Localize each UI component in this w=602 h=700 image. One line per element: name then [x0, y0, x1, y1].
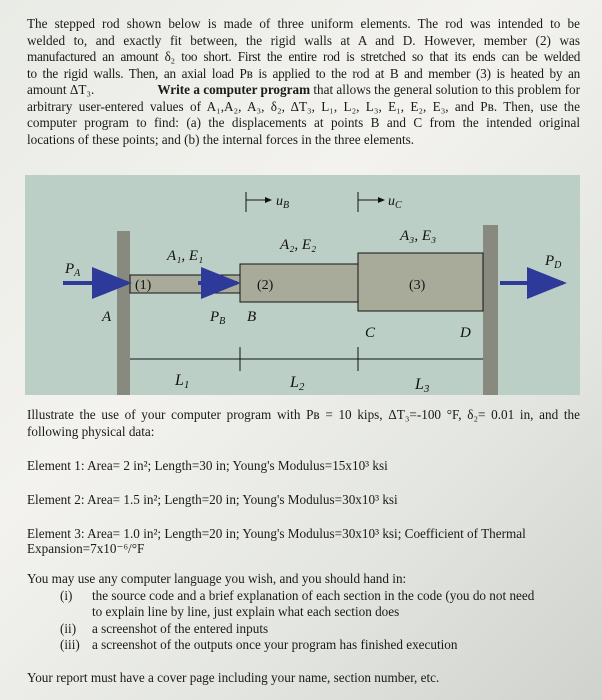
- handin-num: (ii): [60, 621, 77, 636]
- handin-intro: You may use any computer language you wish, and you should hand in:: [27, 571, 407, 586]
- illustrate-line: Illustrate the use of your computer program with Pʙ = 10 kips, ΔT₃=-100 °F, δ₂= 0.01 in, and the: [27, 407, 580, 422]
- handin-item: a screenshot of the outputs once your program has finished execution: [92, 637, 458, 652]
- intro-emphasis: Write a computer program: [157, 82, 311, 97]
- handin-item-cont: to explain line by line, just explain what each section does: [92, 604, 400, 619]
- pa-label: $P_A$: [65, 261, 81, 279]
- illustrate-line: following physical data:: [27, 424, 155, 439]
- intro-line: to the rigid walls. Then, an axial load Pʙ is applied to the rod at B and member (3) is heated by an: [27, 66, 580, 81]
- l1-label: L1: [175, 372, 190, 391]
- stepped-rod-diagram: [25, 175, 580, 395]
- element-1-label: (1): [135, 278, 152, 293]
- intro-line: manufactured an amount δ₂ too short. First the entire rod is stretched so that its ends can be welded: [27, 49, 580, 64]
- handin-num: (i): [60, 588, 73, 603]
- intro-text: that allows the general solution to this problem for: [310, 82, 580, 97]
- element-2-label: (2): [257, 278, 274, 293]
- point-b-label: B: [247, 309, 257, 325]
- intro-line: welded to, and exactly fit between, the rigid walls at A and D. However, member (2) was: [27, 33, 580, 48]
- handin-item: a screenshot of the entered inputs: [92, 621, 269, 636]
- intro-line: arbitrary user-entered values of A₁,A₂, A₃, δ₂, ΔT₃, L₁, L₂, L₃, E₁, E₂, E₃, and Pʙ. Then, use the: [27, 99, 580, 114]
- uc-label: $u_C$: [388, 194, 402, 211]
- intro-line: [27, 82, 580, 98]
- element-3-data-cont: Expansion=7x10⁻⁶/°F: [27, 541, 145, 556]
- point-c-label: C: [365, 325, 376, 341]
- intro-line: computer program to find: (a) the displacements at points B and C from the intended original: [27, 115, 580, 130]
- element-3-data: Element 3: Area= 1.0 in²; Length=20 in; Young's Modulus=30x10³ ksi; Coefficient of Thermal: [27, 526, 526, 541]
- element-2-data: Element 2: Area= 1.5 in²; Length=20 in; Young's Modulus=30x10³ ksi: [27, 492, 398, 507]
- l3-label: L3: [415, 376, 430, 395]
- pb-label: $P_B$: [210, 309, 226, 327]
- a2e2-label: A₂, E₂: [280, 237, 317, 253]
- a3e3-label: A₃, E₃: [400, 228, 437, 244]
- footer-note: Your report must have a cover page including your name, section number, etc.: [27, 670, 440, 685]
- intro-line: locations of these points; and (b) the internal forces in the three elements.: [27, 132, 415, 147]
- ub-label: $u_B$: [276, 194, 290, 211]
- element-3-label: (3): [409, 278, 426, 293]
- handin-num: (iii): [60, 637, 80, 652]
- intro-line: The stepped rod shown below is made of three uniform elements. The rod was intended to be: [27, 16, 580, 31]
- point-d-label: D: [460, 325, 471, 341]
- intro-text: amount ΔT₃.: [27, 82, 95, 97]
- point-a-label: A: [102, 309, 112, 325]
- a1e1-label: A₁, E₁: [167, 248, 204, 264]
- pd-label: $P_D$: [545, 253, 562, 271]
- l2-label: L2: [290, 374, 305, 393]
- handin-item: the source code and a brief explanation of each section in the code (you do not need: [92, 588, 535, 603]
- element-1-data: Element 1: Area= 2 in²; Length=30 in; Young's Modulus=15x10³ ksi: [27, 458, 388, 473]
- right-wall: [483, 225, 498, 395]
- left-wall: [117, 231, 130, 395]
